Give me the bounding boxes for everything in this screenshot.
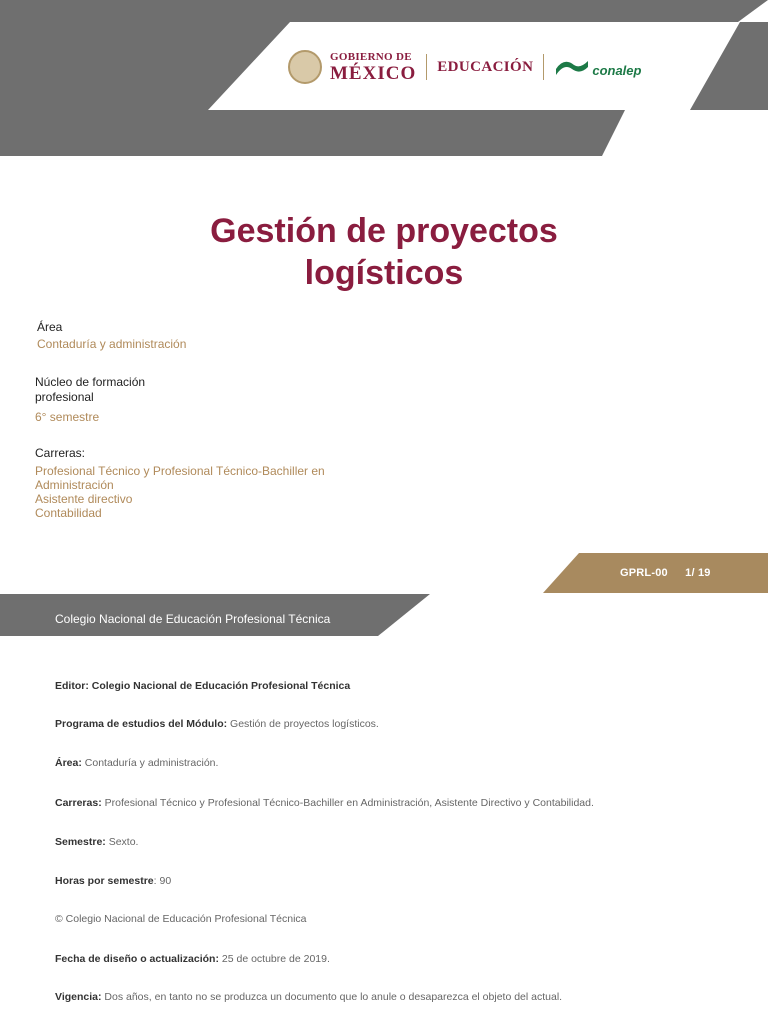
- carreras-label: Carreras:: [35, 446, 86, 460]
- nucleo-value: 6° semestre: [35, 410, 100, 424]
- carrera-item: Contabilidad: [35, 506, 102, 520]
- conalep-logo: [554, 55, 641, 79]
- vigencia-label: Vigencia:: [55, 991, 102, 1003]
- nucleo-label-line: Núcleo de formación: [35, 375, 146, 389]
- horas-value: : 90: [153, 875, 172, 887]
- programa-label: Programa de estudios del Módulo:: [55, 718, 228, 730]
- horas-line: [55, 874, 171, 888]
- carreras-info-label: Carreras:: [55, 797, 102, 809]
- conalep-icon: [554, 55, 590, 79]
- carrera-item: Profesional Técnico y Profesional Técnico-Bachiller en: [35, 464, 325, 478]
- nucleo-label: [35, 375, 145, 405]
- programa-value: Gestión de proyectos logísticos.: [227, 718, 379, 730]
- carreras-list: [35, 464, 325, 520]
- document-title: [0, 210, 768, 294]
- carreras-info-value: Profesional Técnico y Profesional Técnico-Bachiller en Administración, Asistente Directivo y Contabilidad.: [101, 797, 594, 809]
- semestre-line: [55, 835, 138, 849]
- area-info-label: Área:: [55, 757, 82, 769]
- title-line: Gestión de proyectos: [210, 212, 558, 250]
- editor-label: Editor: Colegio Nacional de Educación Profesional Técnica: [55, 680, 351, 692]
- carrera-item: Administración: [35, 478, 114, 492]
- college-name: Colegio Nacional de Educación Profesional Técnica: [55, 612, 331, 626]
- title-line: logísticos: [304, 254, 464, 292]
- code-tab: [620, 567, 711, 579]
- semestre-label: Semestre:: [55, 836, 106, 848]
- area-line: [55, 756, 218, 770]
- gobierno-bottom-text: MÉXICO: [330, 62, 417, 84]
- carreras-line: [55, 796, 594, 810]
- gobierno-top-text: GOBIERNO DE: [330, 50, 412, 63]
- vigencia-value: Dos años, en tanto no se produzca un documento que lo anule o desaparezca el objeto del actual.: [101, 991, 563, 1003]
- programa-line: [55, 717, 379, 731]
- copyright-text: © Colegio Nacional de Educación Profesional Técnica: [55, 913, 307, 925]
- fecha-value: 25 de octubre de 2019.: [218, 953, 330, 965]
- fecha-line: [55, 952, 330, 966]
- nucleo-label-line: profesional: [35, 390, 94, 404]
- semestre-value: Sexto.: [105, 836, 139, 848]
- conalep-text: conalep: [592, 62, 642, 78]
- logo-divider: [543, 54, 544, 80]
- educacion-logo: [437, 59, 533, 76]
- fecha-label: Fecha de diseño o actualización:: [55, 953, 219, 965]
- document-code: GPRL-00: [620, 567, 668, 579]
- mexico-seal-icon: [288, 50, 322, 84]
- page-number: 1/ 19: [685, 567, 711, 579]
- gobierno-mexico-logo: [330, 52, 416, 83]
- area-value: Contaduría y administración: [37, 337, 187, 351]
- editor-line: [55, 679, 350, 693]
- copyright-line: [55, 912, 307, 926]
- logo-strip: [288, 46, 641, 88]
- educacion-text: EDUCACIÓN: [437, 58, 534, 75]
- horas-label: Horas por semestre: [55, 875, 154, 887]
- area-label: Área: [37, 320, 63, 334]
- area-info-value: Contaduría y administración.: [81, 757, 219, 769]
- vigencia-line: [55, 990, 562, 1004]
- logo-divider: [426, 54, 427, 80]
- carrera-item: Asistente directivo: [35, 492, 133, 506]
